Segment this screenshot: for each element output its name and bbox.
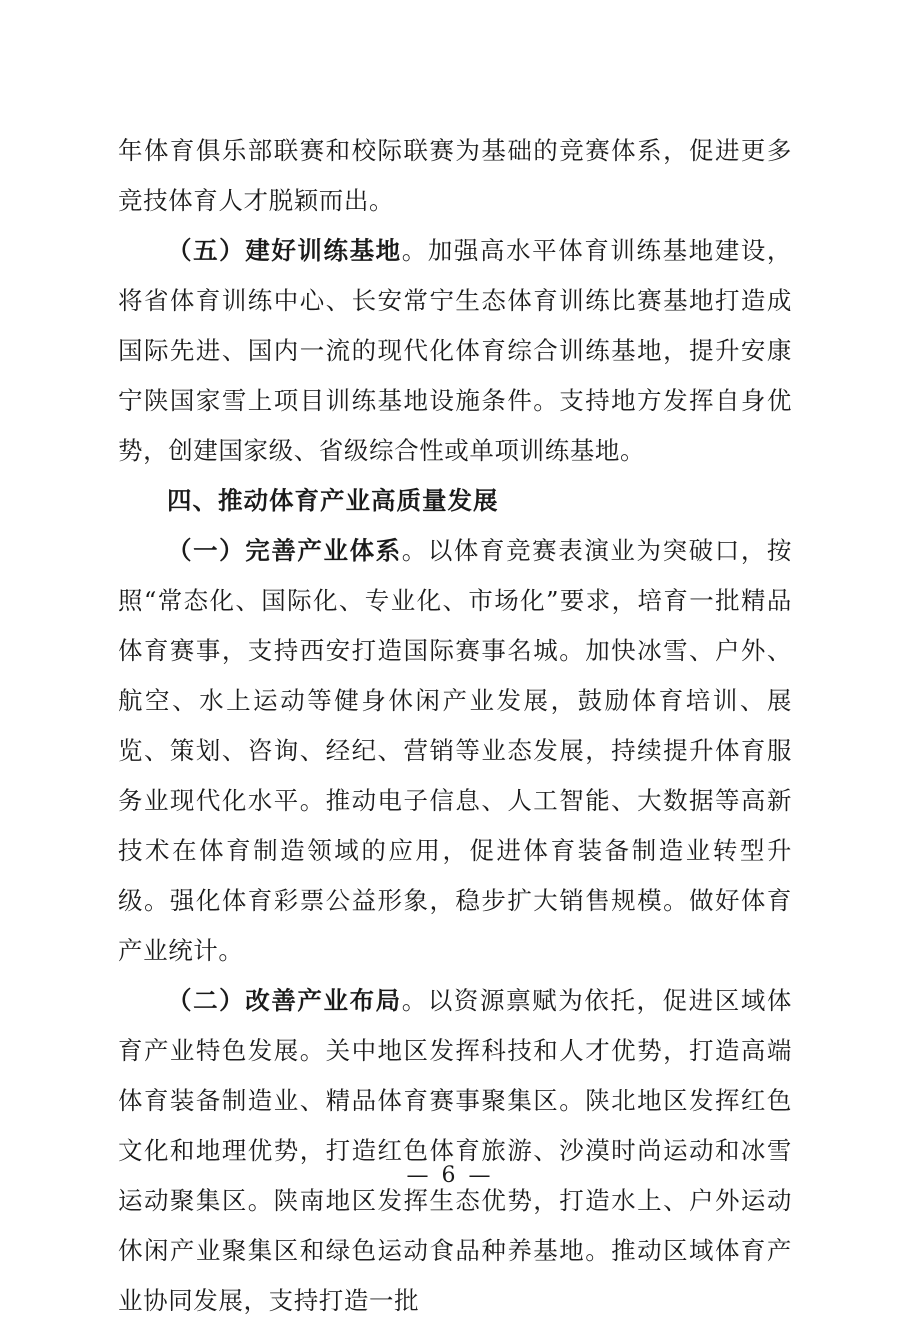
section-heading-four: 四、推动体育产业高质量发展 <box>167 486 499 515</box>
paragraph-section-five <box>118 226 792 476</box>
paragraph-subsection-two <box>118 976 792 1326</box>
paragraph-text: 。加强高水平体育训练基地建设，将省体育训练中心、长安常宁生态体育训练比赛基地打造成国际先进、国内一流的现代化体育综合训练基地，提升安康宁陕国家雪上项目训练基地设施条件。支持地方发挥自身优势，创建国家级、省级综合性或单项训练基地。 <box>118 236 793 465</box>
paragraph-lead-label: （一）完善产业体系 <box>167 536 402 565</box>
document-body <box>118 126 792 1326</box>
page-number <box>0 1163 900 1188</box>
paragraph-text: 。以体育竞赛表演业为突破口，按照“常态化、国际化、专业化、市场化”要求，培育一批精品体育赛事，支持西安打造国际赛事名城。加快冰雪、户外、航空、水上运动等健身休闲产业发展，鼓励体育培训、展览、策划、咨询、经纪、营销等业态发展，持续提升体育服务业现代化水平。推动电子信息、人工智能、大数据等高新技术在体育制造领域的应用，促进体育装备制造业转型升级。强化体育彩票公益形象，稳步扩大销售规模。做好体育产业统计。 <box>118 536 793 965</box>
paragraph-text: 年体育俱乐部联赛和校际联赛为基础的竞赛体系，促进更多竞技体育人才脱颖而出。 <box>118 136 792 215</box>
paragraph-lead-label: （五）建好训练基地 <box>167 236 402 265</box>
page-number-text: — 6 — <box>406 1163 494 1188</box>
paragraph-subsection-one <box>118 526 792 976</box>
paragraph-continuation <box>118 126 792 226</box>
paragraph-lead-label: （二）改善产业布局 <box>167 986 402 1015</box>
paragraph-text: 。以资源禀赋为依托，促进区域体育产业特色发展。关中地区发挥科技和人才优势，打造高端体育装备制造业、精品体育赛事聚集区。陕北地区发挥红色文化和地理优势，打造红色体育旅游、沙漠时尚运动和冰雪运动聚集区。陕南地区发挥生态优势，打造水上、户外运动休闲产业聚集区和绿色运动食品种养基地。推动区域体育产业协同发展，支持打造一批 <box>118 986 793 1315</box>
